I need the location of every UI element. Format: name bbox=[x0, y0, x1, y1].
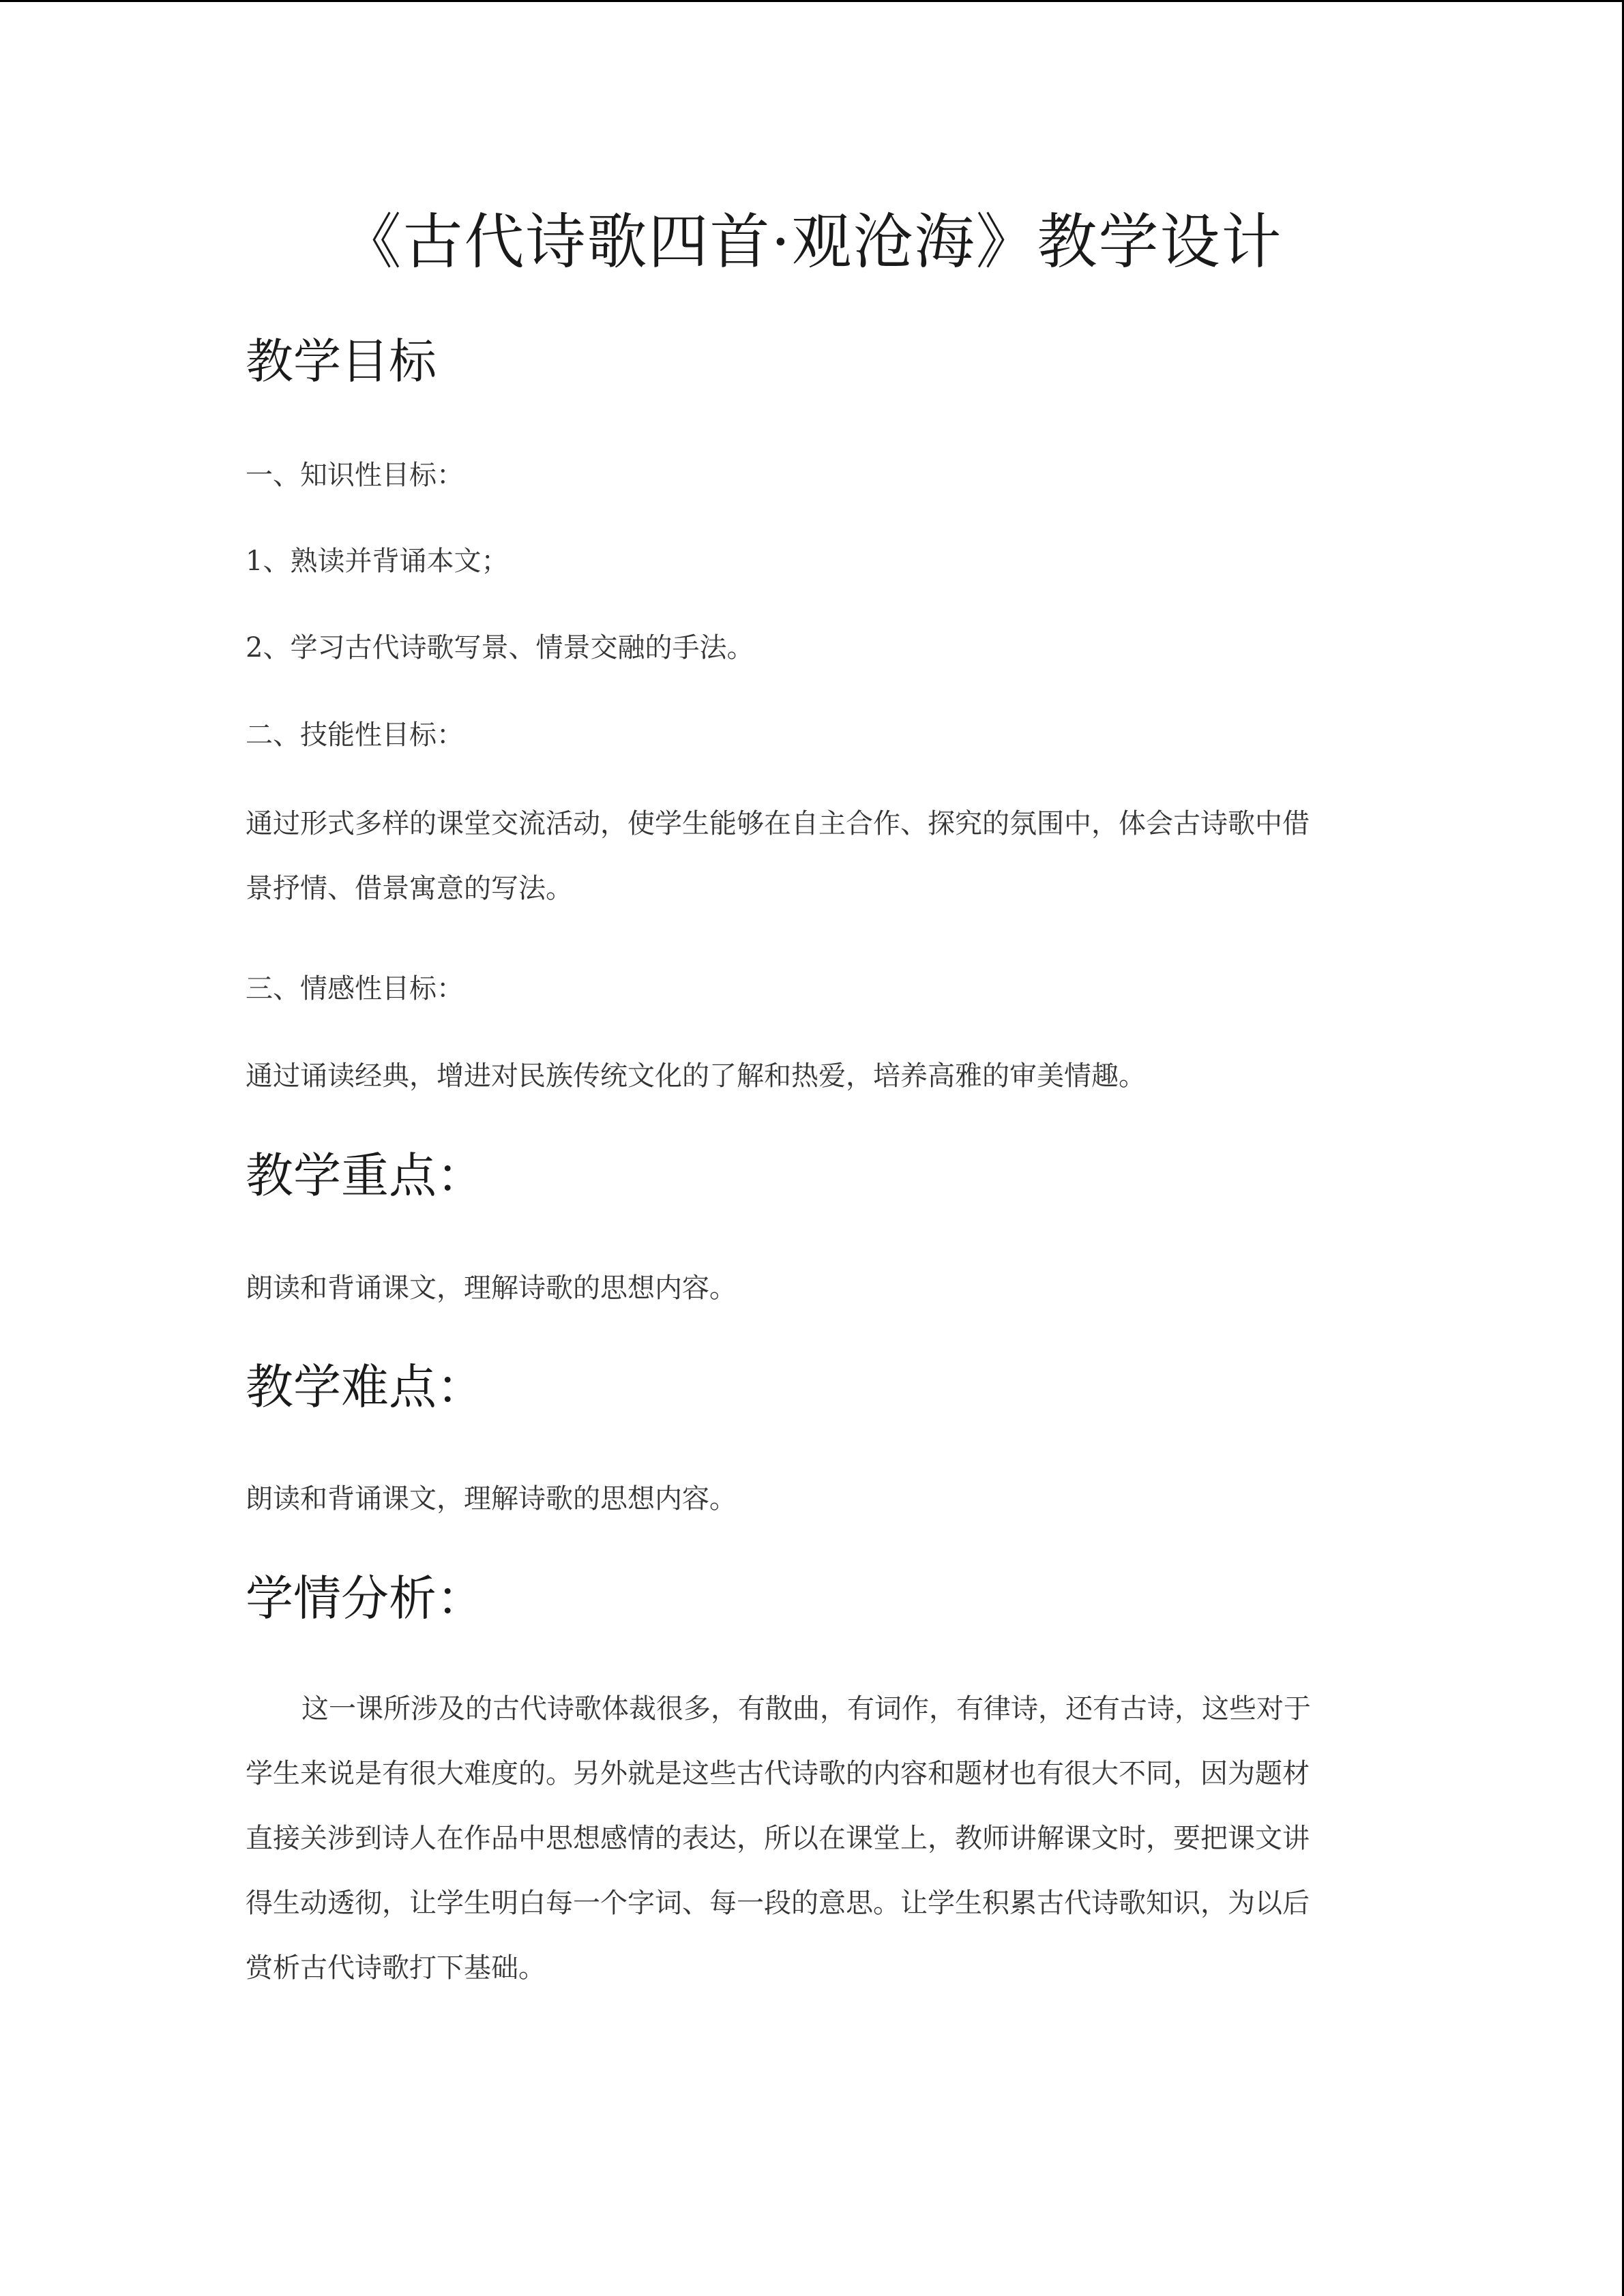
analysis-paragraph bbox=[246, 1677, 1364, 2001]
difficulties-text: 朗读和背诵课文，理解诗歌的思想内容。 bbox=[246, 1483, 737, 1515]
heading-key-points: 教学重点： bbox=[246, 1148, 484, 1204]
analysis-line: 直接关涉到诗人在作品中思想感情的表达，所以在课堂上，教师讲解课文时，要把课文讲 bbox=[246, 1823, 1310, 1854]
heading-difficulties: 教学难点： bbox=[246, 1359, 484, 1415]
knowledge-objective-item-2: 2、学习古代诗歌写景、情景交融的手法。 bbox=[246, 632, 754, 664]
skill-objective-text-line-1: 通过形式多样的课堂交流活动，使学生能够在自主合作、探究的氛围中，体会古诗歌中借 bbox=[246, 808, 1310, 839]
analysis-line: 这一课所涉及的古代诗歌体裁很多，有散曲，有词作，有律诗，还有古诗，这些对于 bbox=[301, 1693, 1311, 1725]
key-points-text: 朗读和背诵课文，理解诗歌的思想内容。 bbox=[246, 1272, 737, 1304]
analysis-line: 学生来说是有很大难度的。另外就是这些古代诗歌的内容和题材也有很大不同，因为题材 bbox=[246, 1758, 1310, 1789]
emotion-objective-text: 通过诵读经典，增进对民族传统文化的了解和热爱，培养高雅的审美情趣。 bbox=[246, 1060, 1146, 1092]
emotion-objective-label: 三、情感性目标： bbox=[246, 973, 464, 1004]
skill-objective-label: 二、技能性目标： bbox=[246, 719, 464, 751]
document-title: 《古代诗歌四首·观沧海》教学设计 bbox=[341, 207, 1283, 277]
heading-objectives: 教学目标 bbox=[246, 333, 437, 389]
knowledge-objective-label: 一、知识性目标： bbox=[246, 460, 464, 491]
heading-analysis: 学情分析： bbox=[246, 1570, 484, 1626]
analysis-line: 得生动透彻，让学生明白每一个字词、每一段的意思。让学生积累古代诗歌知识，为以后 bbox=[246, 1888, 1310, 1919]
knowledge-objective-item-1: 1、熟读并背诵本文； bbox=[246, 546, 509, 577]
skill-objective-text-line-2: 景抒情、借景寓意的写法。 bbox=[246, 873, 573, 904]
analysis-line: 赏析古代诗歌打下基础。 bbox=[246, 1952, 546, 1984]
